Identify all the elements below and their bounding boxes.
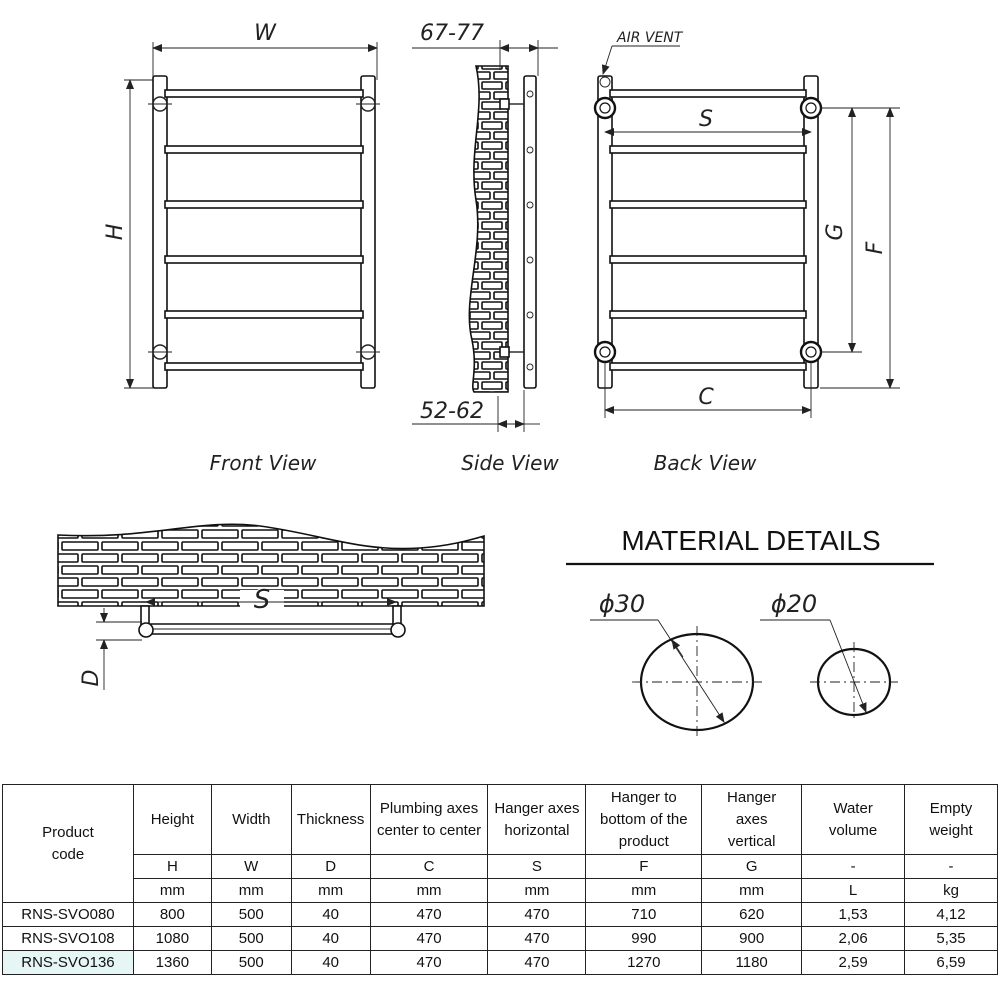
symbol-cell: - [802, 855, 905, 879]
table-cell: 990 [586, 927, 702, 951]
top-dim-s-label: S [253, 585, 271, 615]
dim-w-label: W [254, 21, 276, 46]
header-height: Height [133, 785, 211, 855]
unit-cell: mm [291, 879, 370, 903]
top-dim-d-label: D [79, 669, 104, 687]
table-cell: 40 [291, 903, 370, 927]
table-cell: 6,59 [905, 951, 998, 975]
unit-cell: kg [905, 879, 998, 903]
table-cell: 1270 [586, 951, 702, 975]
unit-cell: mm [211, 879, 291, 903]
table-cell: 900 [702, 927, 802, 951]
symbol-cell: - [905, 855, 998, 879]
dim-67-77-label: 67-77 [420, 21, 484, 46]
header-hanger-vertical: Hanger axes vertical [702, 785, 802, 855]
table-cell: 470 [488, 951, 586, 975]
diameter-20-label: ϕ20 [770, 590, 818, 618]
header-thickness: Thickness [291, 785, 370, 855]
symbol-cell: H [133, 855, 211, 879]
spec-table [2, 784, 998, 975]
front-left-rail [153, 76, 167, 388]
table-row [3, 927, 998, 951]
back-dim-s-label: S [699, 107, 713, 132]
top-view [58, 524, 484, 690]
table-cell: 1080 [133, 927, 211, 951]
back-dim-f-label: F [863, 241, 888, 255]
table-cell: 5,35 [905, 927, 998, 951]
table-row [3, 903, 998, 927]
table-cell: 500 [211, 951, 291, 975]
table-cell: 40 [291, 951, 370, 975]
symbol-cell: G [702, 855, 802, 879]
unit-cell: mm [370, 879, 488, 903]
header-plumbing: Plumbing axes center to center [370, 785, 488, 855]
header-hanger-bottom: Hanger to bottom of the product [586, 785, 702, 855]
table-cell: 40 [291, 927, 370, 951]
side-brick-wall [469, 66, 508, 392]
header-water-volume: Water volume [802, 785, 905, 855]
table-cell: 470 [488, 903, 586, 927]
material-title: MATERIAL DETAILS [621, 525, 881, 556]
unit-cell: mm [133, 879, 211, 903]
symbol-cell: W [211, 855, 291, 879]
table-cell: 470 [370, 903, 488, 927]
table-cell: 800 [133, 903, 211, 927]
header-empty-weight: Empty weight [905, 785, 998, 855]
unit-cell: L [802, 879, 905, 903]
front-view [103, 21, 380, 475]
front-right-rail [361, 76, 375, 388]
dim-52-62-label: 52-62 [420, 399, 484, 424]
table-cell: 2,59 [802, 951, 905, 975]
back-view [595, 30, 900, 475]
header-hanger-horizontal: Hanger axes horizontal [488, 785, 586, 855]
unit-cell: mm [702, 879, 802, 903]
crossbar [165, 90, 363, 97]
table-cell: 470 [370, 951, 488, 975]
table-cell: 500 [211, 927, 291, 951]
front-view-label: Front View [209, 451, 317, 475]
diameter-30-label: ϕ30 [598, 590, 646, 618]
side-view-label: Side View [461, 451, 559, 475]
table-cell: 4,12 [905, 903, 998, 927]
product-code-cell: RNS-SVO136 [3, 951, 134, 975]
table-cell: 500 [211, 903, 291, 927]
product-code-cell: RNS-SVO108 [3, 927, 134, 951]
crossbar [165, 256, 363, 263]
side-view [412, 21, 559, 475]
table-cell: 1180 [702, 951, 802, 975]
header-product-code: Product code [3, 785, 134, 903]
crossbar [165, 146, 363, 153]
table-cell: 1,53 [802, 903, 905, 927]
symbol-cell: C [370, 855, 488, 879]
table-cell: 470 [488, 927, 586, 951]
material-details [566, 525, 934, 738]
side-rail [524, 76, 536, 388]
back-dim-g-label: G [823, 223, 848, 241]
unit-cell: mm [488, 879, 586, 903]
back-view-label: Back View [653, 451, 757, 475]
crossbar [165, 363, 363, 370]
air-vent-label: AIR VENT [617, 30, 683, 46]
symbol-cell: F [586, 855, 702, 879]
unit-cell: mm [586, 879, 702, 903]
product-code-cell: RNS-SVO080 [3, 903, 134, 927]
dim-h-label: H [103, 223, 128, 241]
symbol-cell: D [291, 855, 370, 879]
table-cell: 2,06 [802, 927, 905, 951]
header-width: Width [211, 785, 291, 855]
table-cell: 470 [370, 927, 488, 951]
table-cell: 620 [702, 903, 802, 927]
table-cell: 1360 [133, 951, 211, 975]
symbol-cell: S [488, 855, 586, 879]
table-row [3, 951, 998, 975]
back-dim-c-label: C [698, 385, 714, 410]
table-cell: 710 [586, 903, 702, 927]
crossbar [165, 201, 363, 208]
crossbar [165, 311, 363, 318]
